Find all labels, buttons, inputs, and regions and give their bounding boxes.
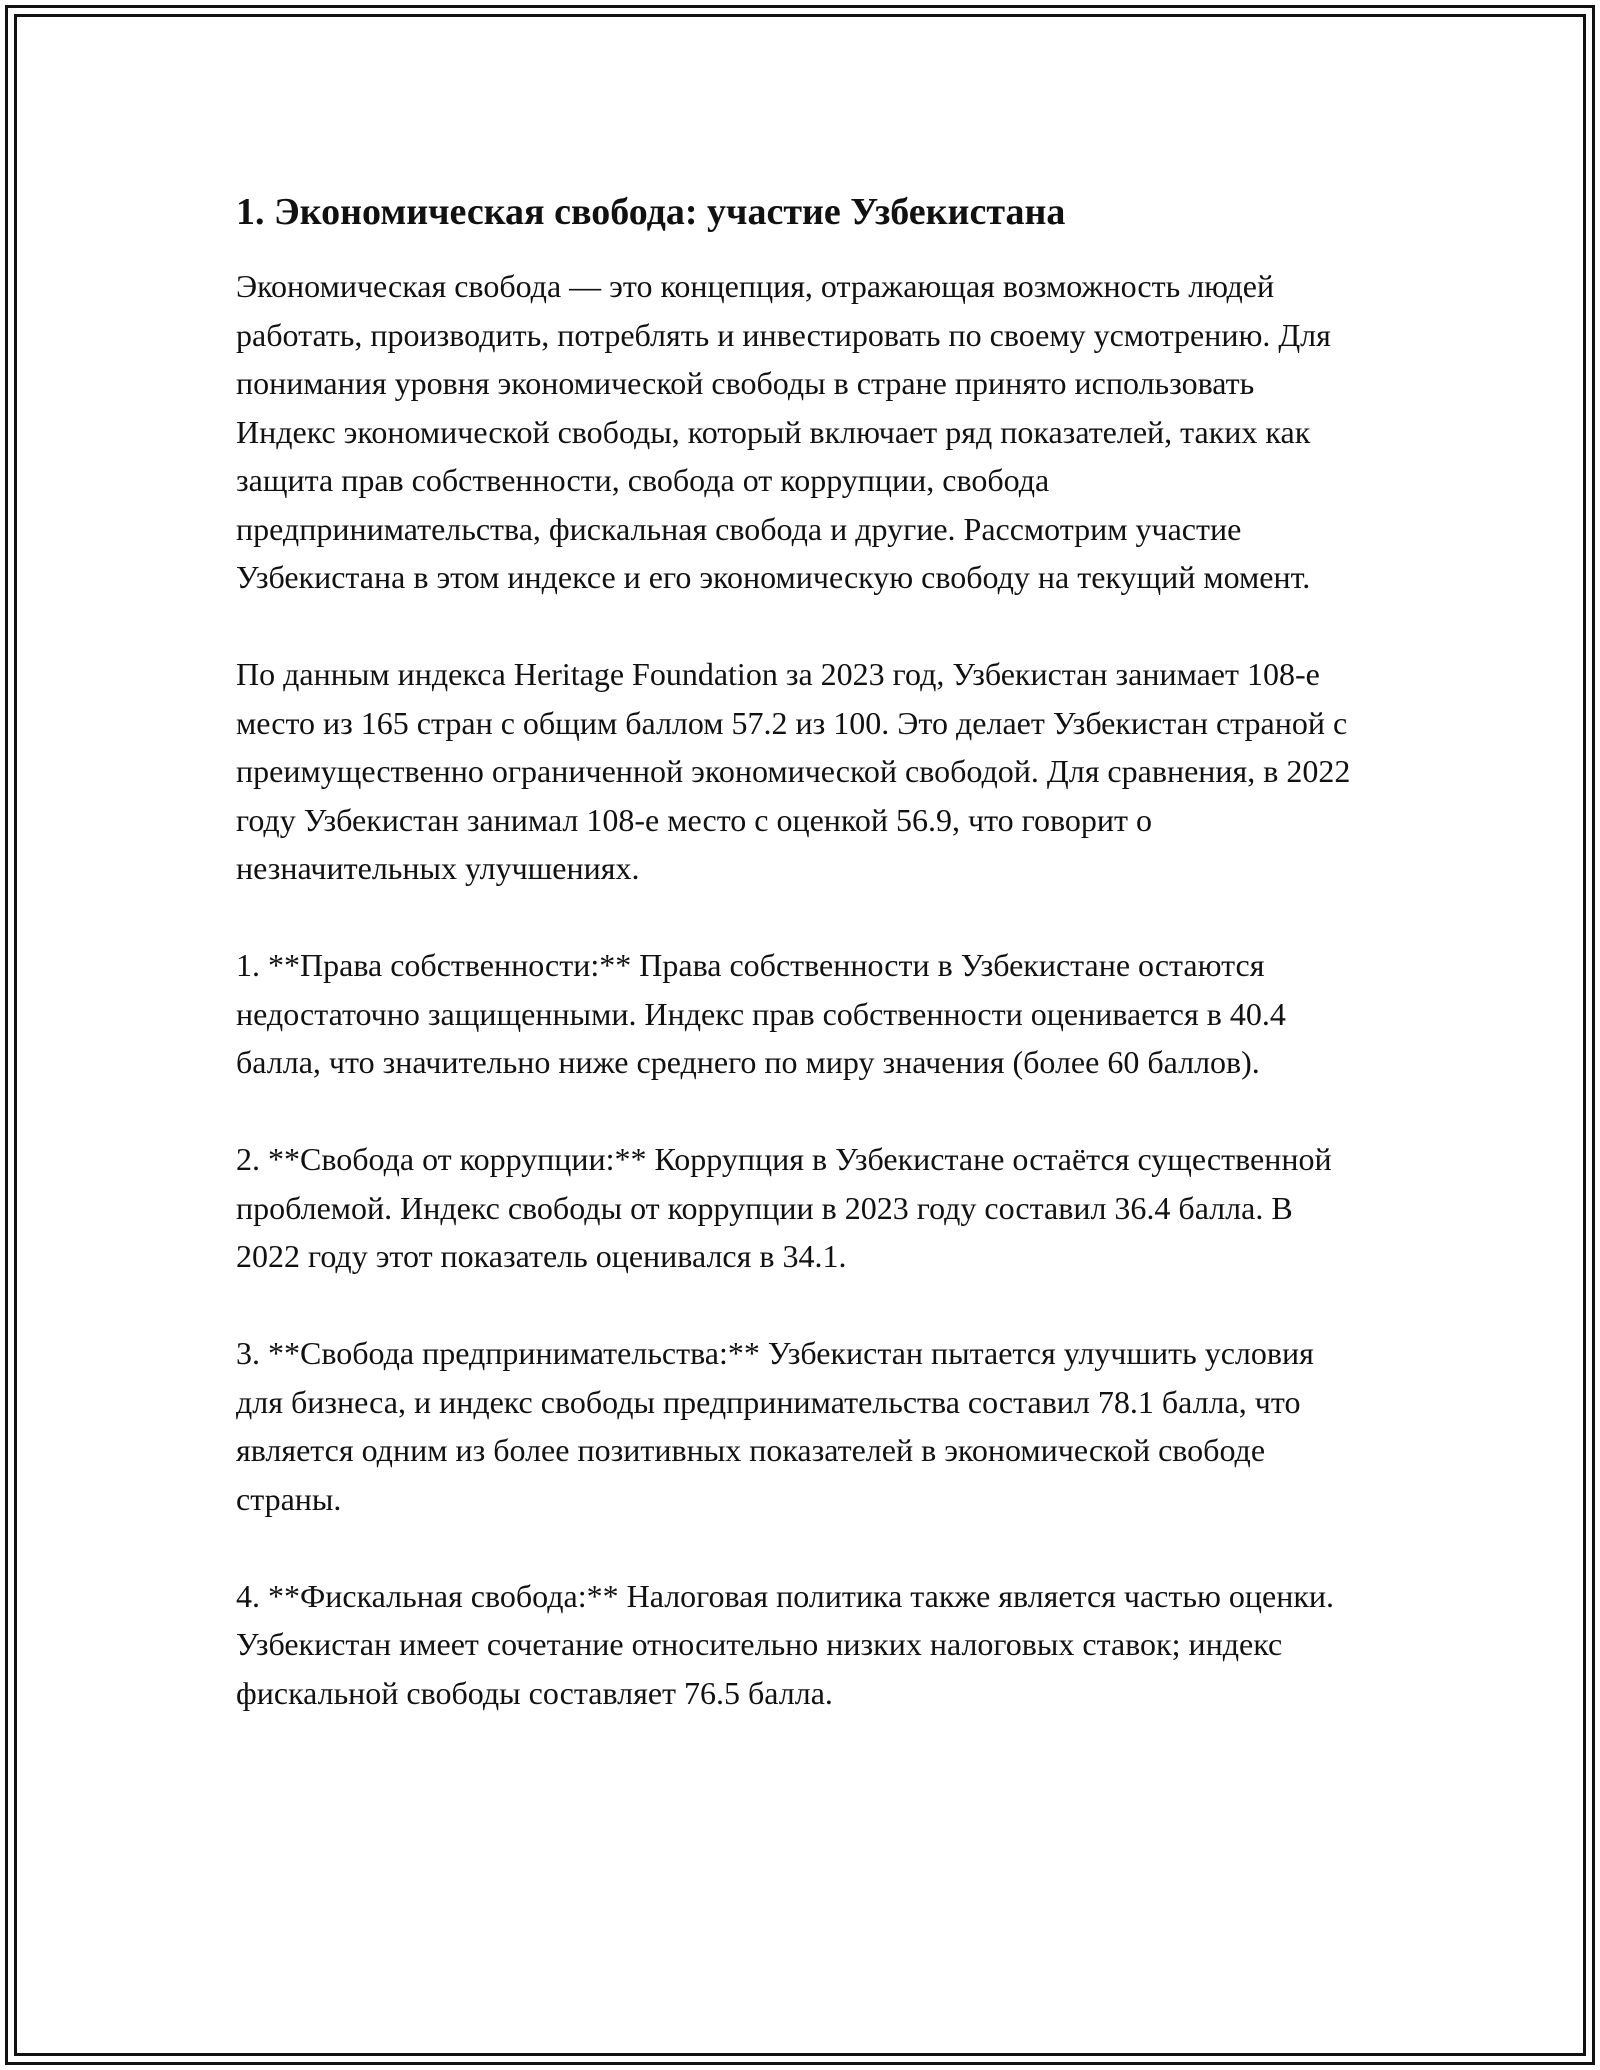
- paragraph-property-rights: 1. **Права собственности:** Права собственности в Узбекистане остаются недостаточно защищенными. Индекс прав собственности оценивается в 40.4 балла, что значительно ниже среднего по миру значения (более 60 баллов).: [236, 947, 1286, 1080]
- paragraph-ranking: По данным индекса Heritage Foundation за 2023 год, Узбекистан занимает 108-е место из 165 стран с общим баллом 57.2 из 100. Это делает Узбекистан страной с преимущественно ограниченной экономической свободой. Для сравнения, в 2022 году Узбекистан занимал 108-е место с оценкой 56.9, что говорит о незначительных улучшениях.: [236, 656, 1351, 886]
- document-body: [236, 188, 1356, 1717]
- paragraph-business-freedom: 3. **Свобода предпринимательства:** Узбекистан пытается улучшить условия для бизнеса, и индекс свободы предпринимательства составил 78.1 балла, что является одним из более позитивных показателей в экономической свободе страны.: [236, 1335, 1314, 1517]
- section-heading: 1. Экономическая свобода: участие Узбекистана: [236, 191, 1066, 233]
- paragraph-corruption: 2. **Свобода от коррупции:** Коррупция в Узбекистане остаётся существенной проблемой. Индекс свободы от коррупции в 2023 году составил 36.4 балла. В 2022 году этот показатель оценивался в 34.1.: [236, 1141, 1332, 1274]
- paragraph-intro: Экономическая свобода — это концепция, отражающая возможность людей работать, производить, потреблять и инвестировать по своему усмотрению. Для понимания уровня экономической свободы в стране принято использовать Индекс экономической свободы, который включает ряд показателей, таких как защита прав собственности, свобода от коррупции, свобода предпринимательства, фискальная свобода и другие. Рассмотрим участие Узбекистана в этом индексе и его экономическую свободу на текущий момент.: [236, 268, 1331, 595]
- paragraph-fiscal-freedom: 4. **Фискальная свобода:** Налоговая политика также является частью оценки. Узбекистан имеет сочетание относительно низких налоговых ставок; индекс фискальной свободы составляет 76.5 балла.: [236, 1577, 1334, 1711]
